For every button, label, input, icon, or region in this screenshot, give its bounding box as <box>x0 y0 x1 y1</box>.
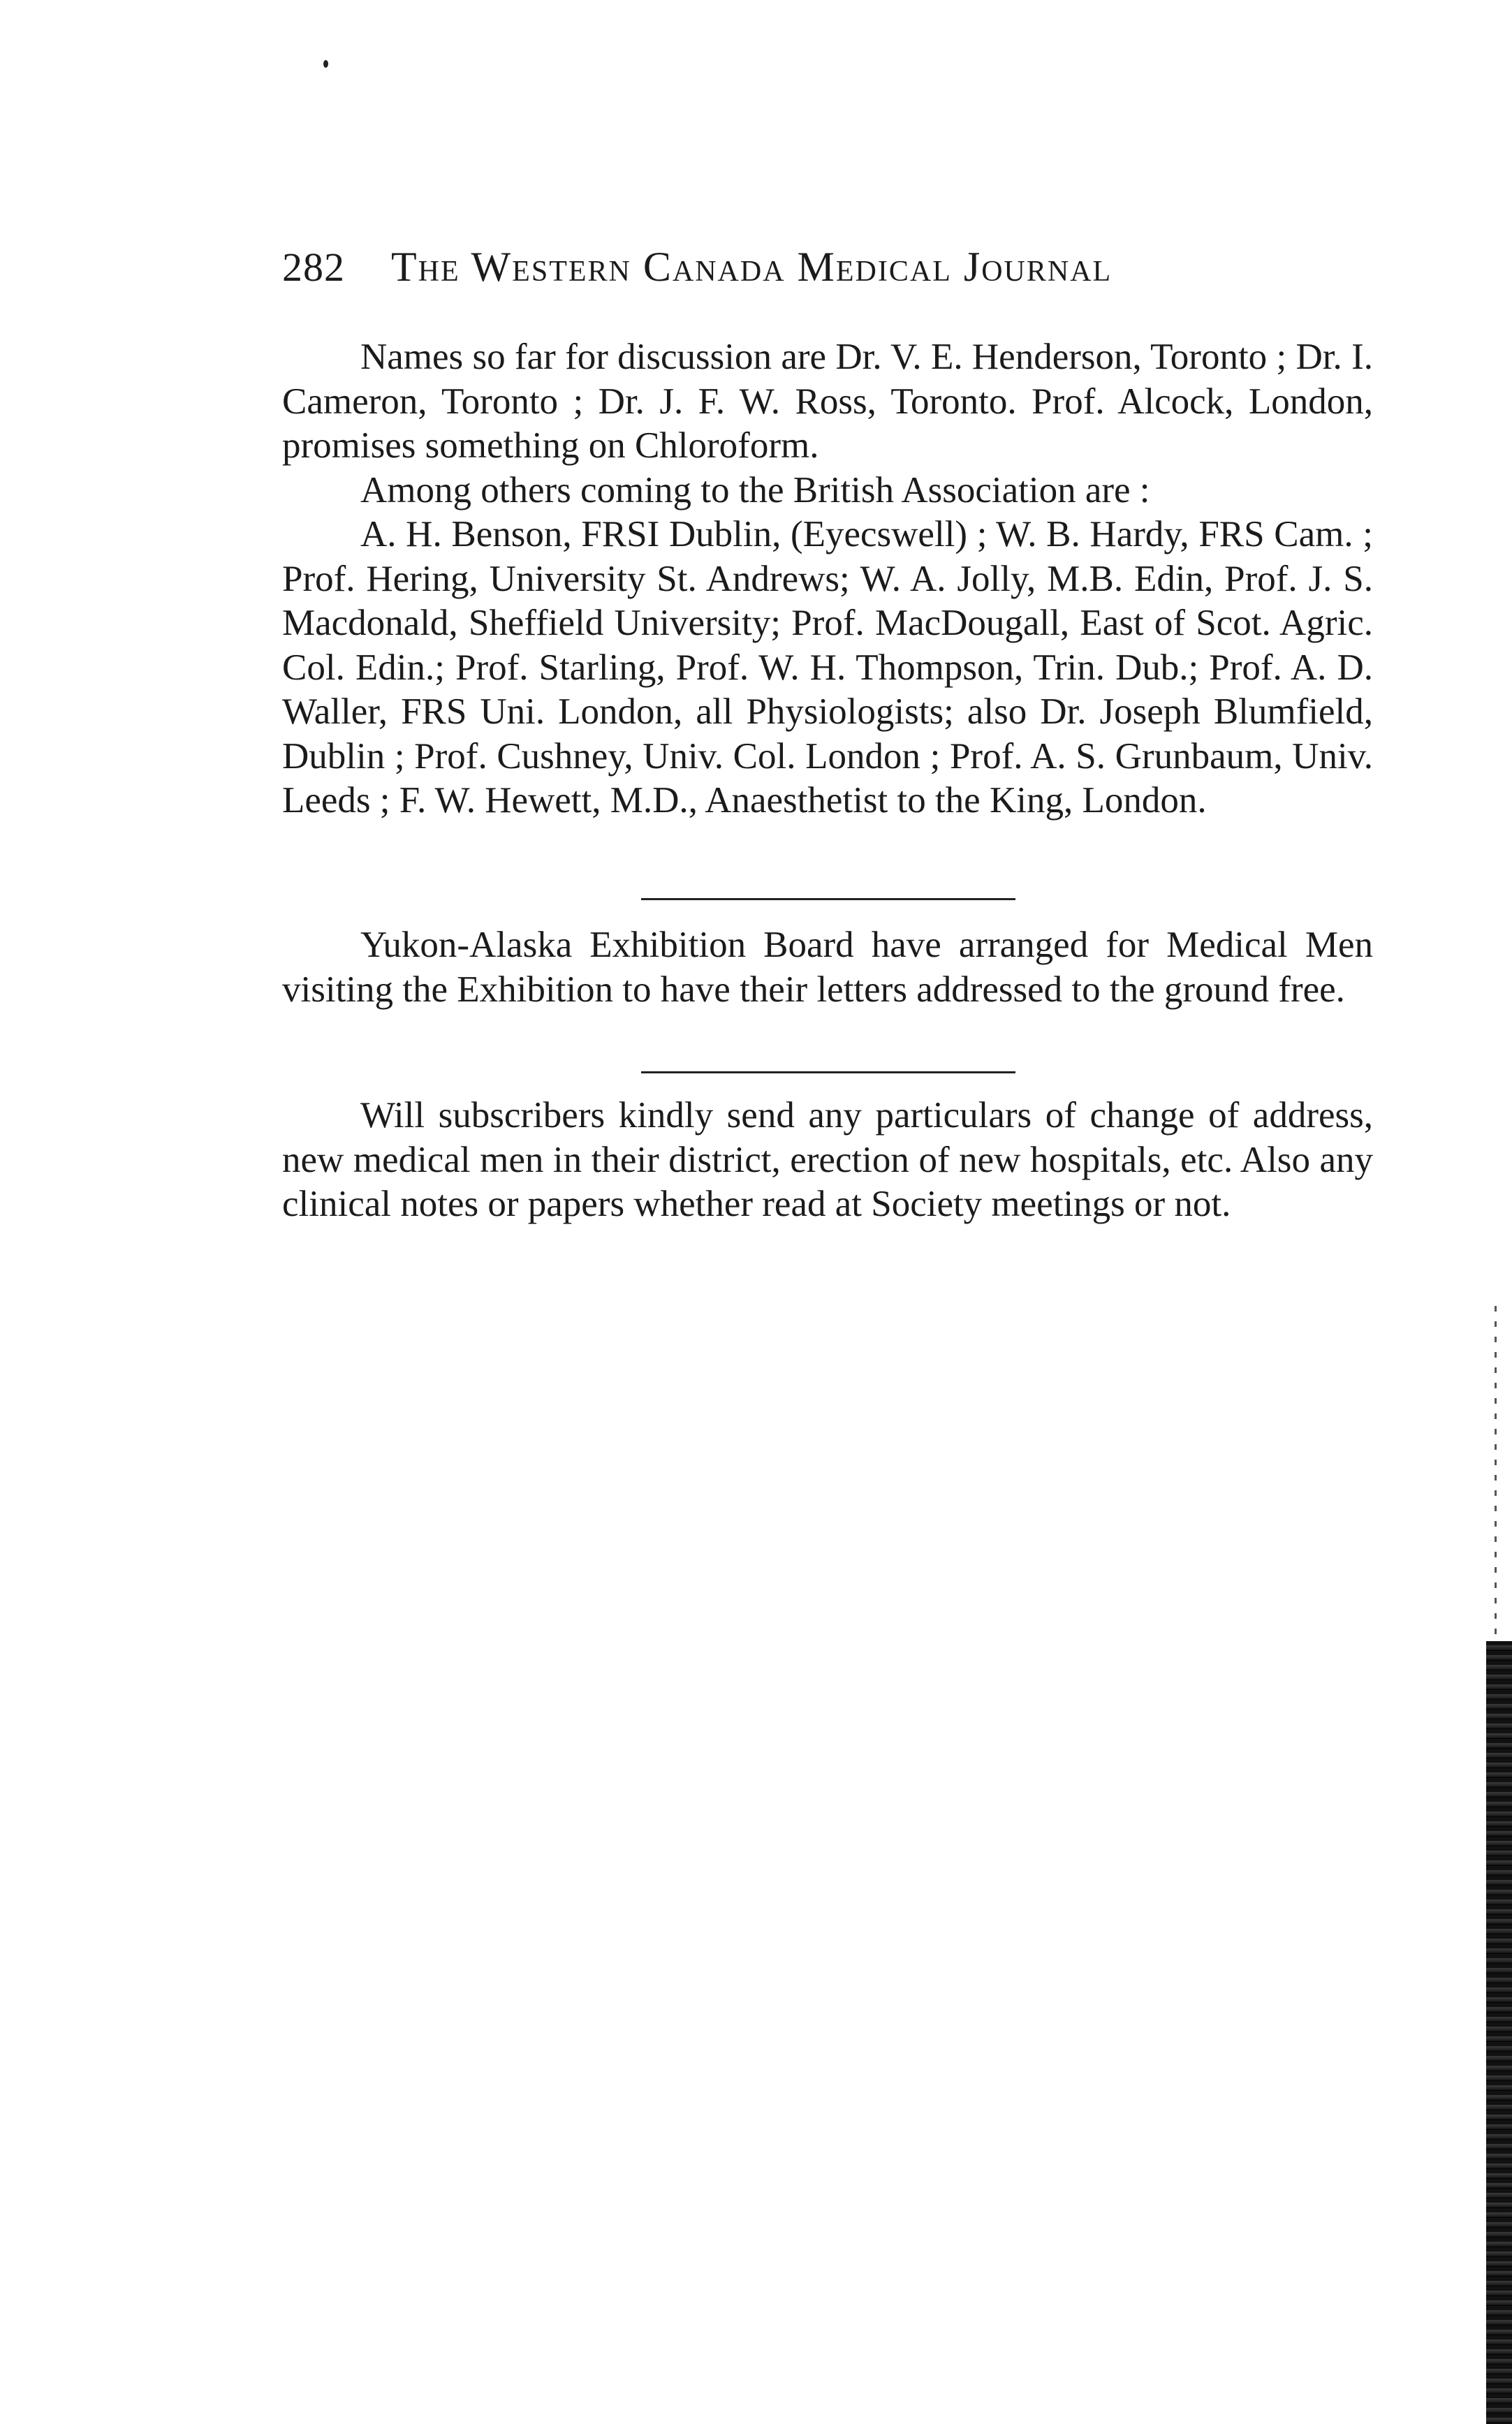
paragraph-subscribers-notice: Will subscribers kindly send any particulars of change of address, new medical men in their district, erection of new hospitals, etc. Also any clinical notes or papers whether read at Society meetings or not. <box>282 1095 1373 1224</box>
running-header <box>282 243 1288 299</box>
text-block-association <box>282 335 1373 823</box>
paragraph-yukon-notice: Yukon-Alaska Exhibition Board have arranged for Medical Men visiting the Exhibition to have their letters addressed to the ground free. <box>282 925 1373 1010</box>
text-block-yukon <box>282 923 1373 1012</box>
print-speck <box>323 60 328 68</box>
paragraph-discussion-names: Names so far for discussion are Dr. V. E. Henderson, Toronto ; Dr. I. Cameron, Toronto ; Dr. J. F. W. Ross, Toronto. Prof. Alcock, London, promises something on Chloroform. <box>282 337 1373 466</box>
section-divider <box>641 1071 1015 1073</box>
page-number: 282 <box>282 244 345 290</box>
scan-edge-shadow <box>1486 1641 1512 2424</box>
section-divider <box>641 898 1015 900</box>
scan-edge-dots <box>1495 1306 1497 1634</box>
paragraph-association-intro: Among others coming to the British Association are : <box>360 469 1150 510</box>
text-block-subscribers <box>282 1094 1373 1227</box>
paragraph-association-list: A. H. Benson, FRSI Dublin, (Eyecswell) ; W. B. Hardy, FRS Cam. ; Prof. Hering, University St. Andrews; W. A. Jolly, M.B. Edin, Prof. J. S. Macdonald, Sheffield University; Prof. MacDougall, East of Scot. Agric. Col. Edin.; Prof. Starling, Prof. W. H. Thompson, Trin. Dub.; Prof. A. D. Waller, FRS Uni. London, all Physiologists; also Dr. Joseph Blumfield, Dublin ; Prof. Cushney, Univ. Col. London ; Prof. A. S. Grunbaum, Univ. Leeds ; F. W. Hewett, M.D., Anaesthetist to the King, London. <box>282 514 1373 821</box>
journal-title: The Western Canada Medical Journal <box>391 244 1113 290</box>
